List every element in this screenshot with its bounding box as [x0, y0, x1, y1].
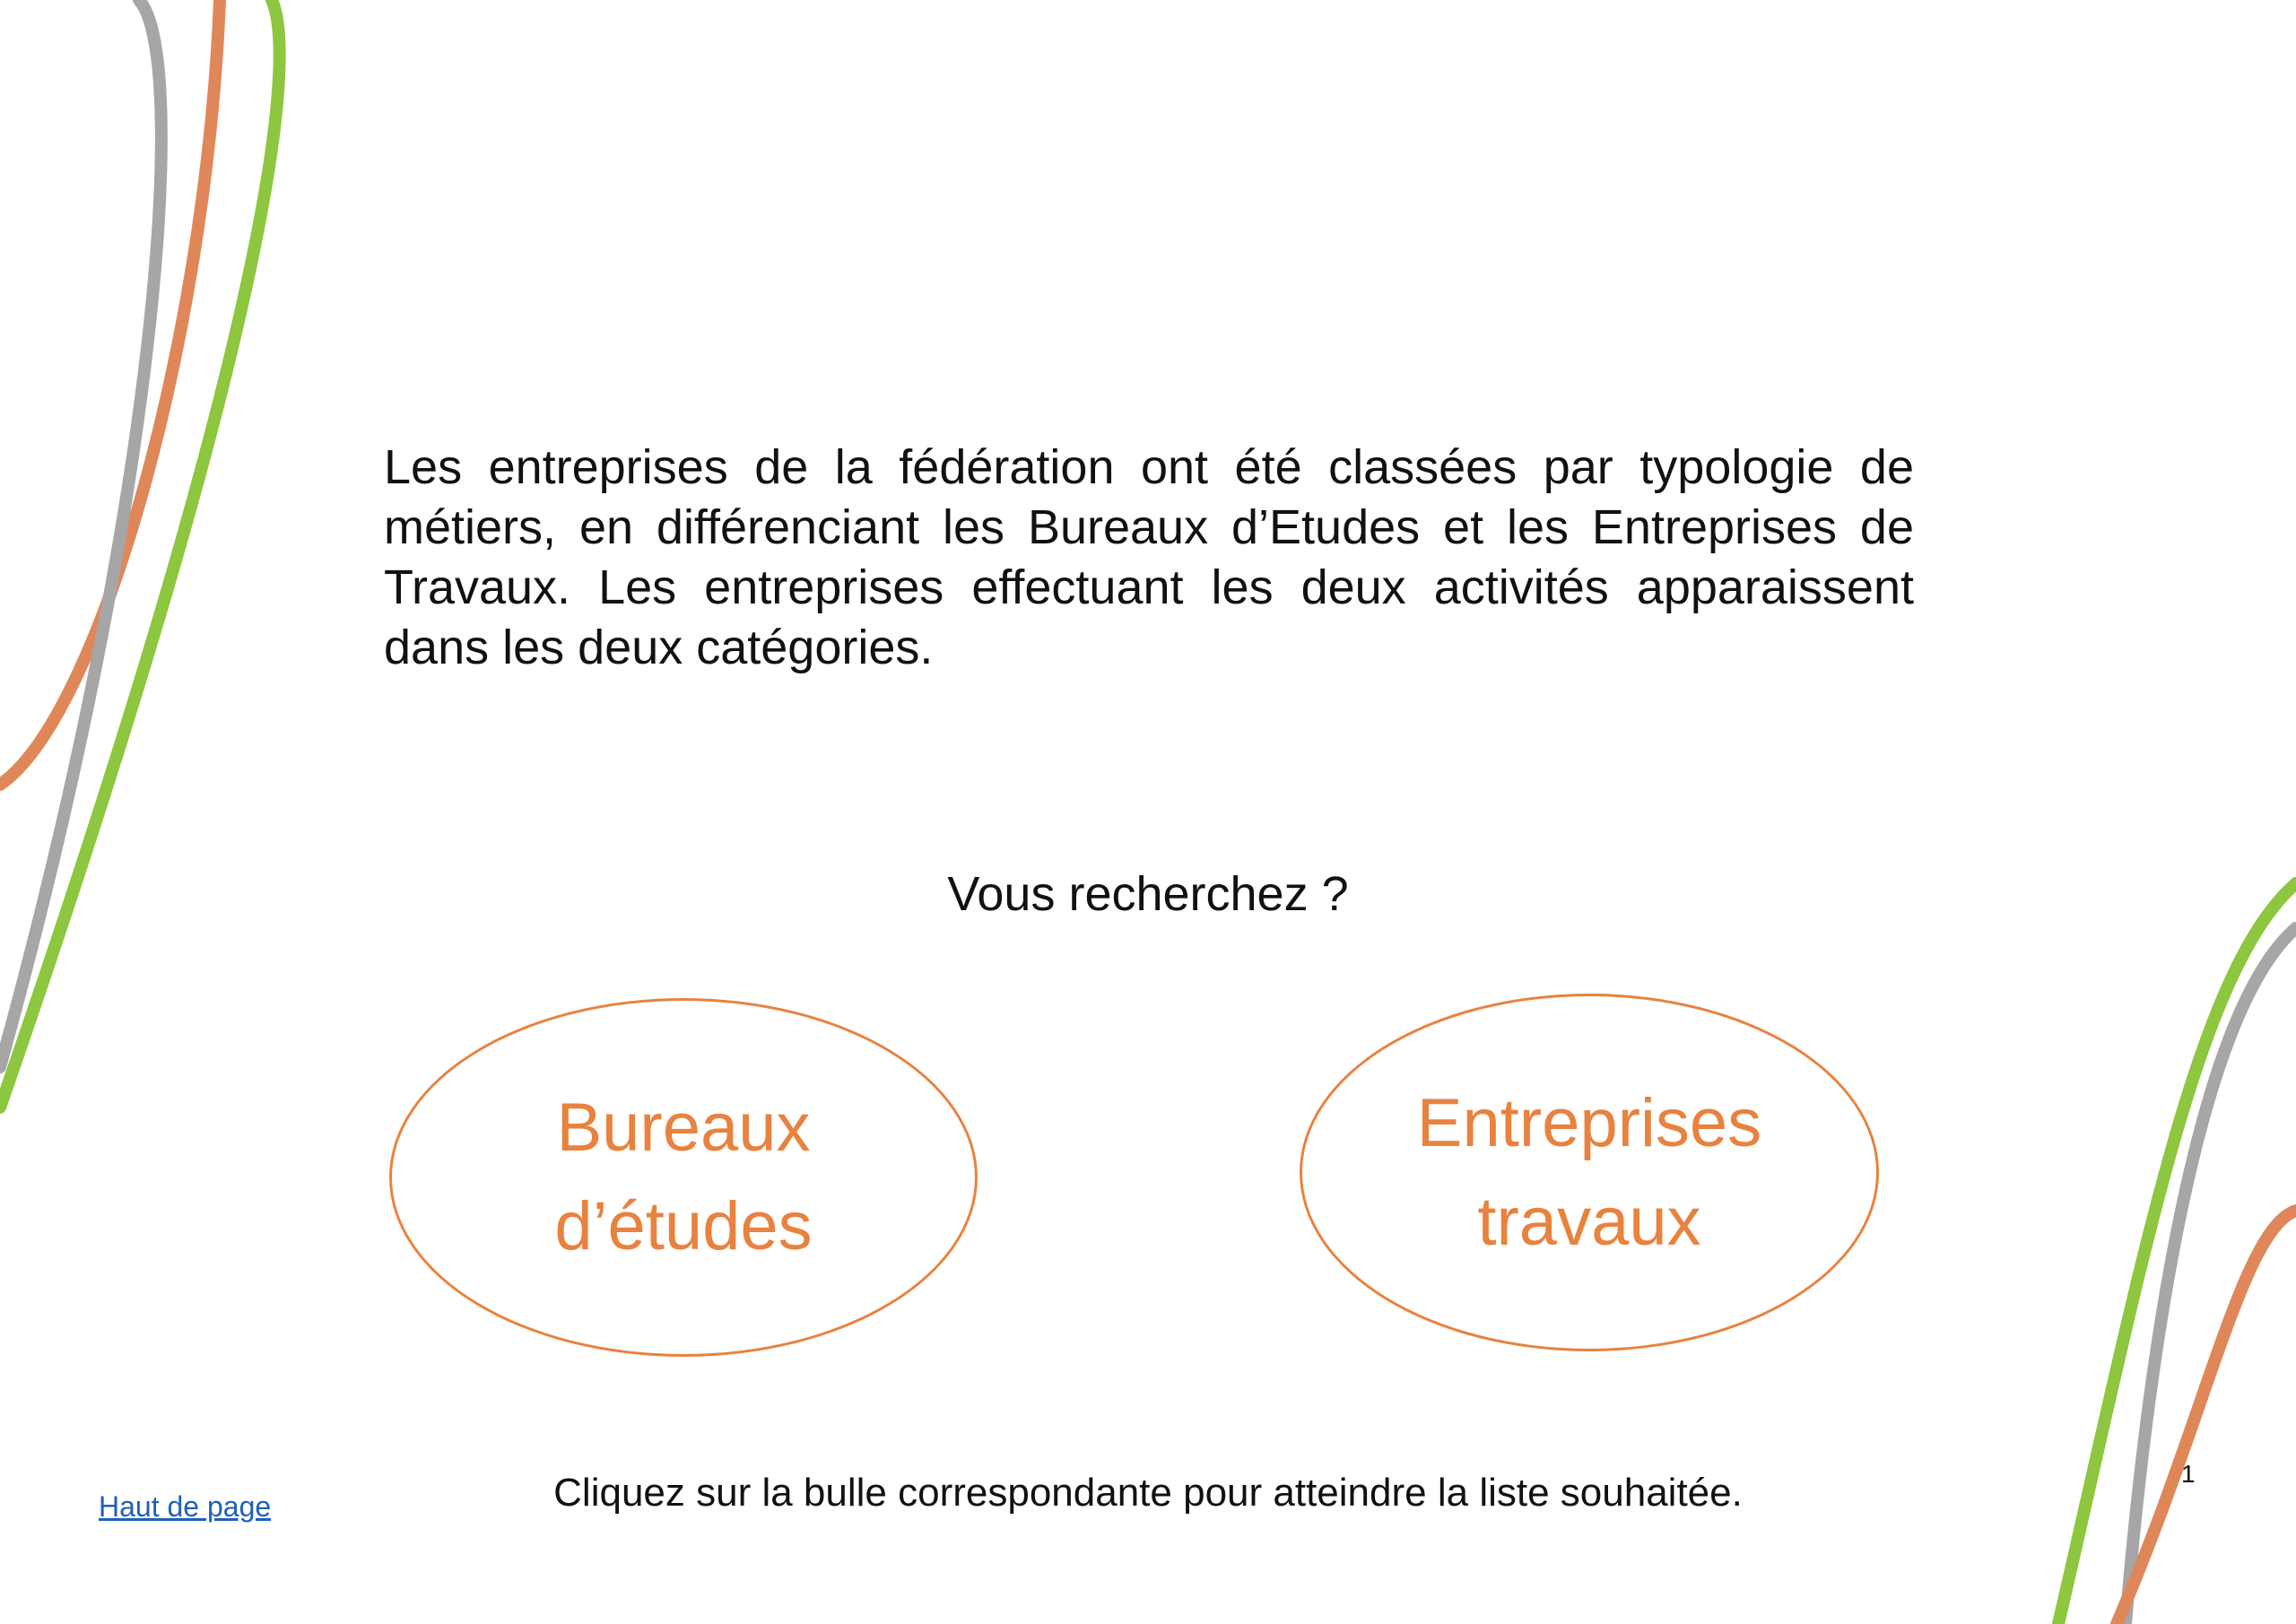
- bureaux-etudes-bubble[interactable]: [389, 998, 978, 1357]
- page-number: 1: [2181, 1460, 2196, 1488]
- gray-curve-top-left: [0, 0, 161, 1067]
- bubble-left-line2: d’études: [554, 1188, 813, 1264]
- search-question: Vous recherchez ?: [947, 867, 1349, 921]
- intro-paragraph: Les entreprises de la fédération ont été classées par typologie de métiers, en différenciant les Bureaux d’Etudes et les Entreprises de Travaux. Les entreprises effectuant les deux activités apparaissent dans les deux catégories.: [384, 440, 1914, 674]
- entreprises-travaux-bubble[interactable]: [1300, 994, 1879, 1351]
- instruction-text: Cliquez sur la bulle correspondante pour atteindre la liste souhaitée.: [553, 1471, 1743, 1515]
- green-curve-top-left: [0, 0, 280, 1107]
- top-of-page-link[interactable]: Haut de page: [99, 1490, 272, 1523]
- bubble-right-line1: Entreprises: [1416, 1084, 1762, 1161]
- orange-curve-top-left: [0, 0, 220, 785]
- bubble-left-line1: Bureaux: [556, 1090, 811, 1166]
- bubble-right-line2: travaux: [1477, 1183, 1701, 1260]
